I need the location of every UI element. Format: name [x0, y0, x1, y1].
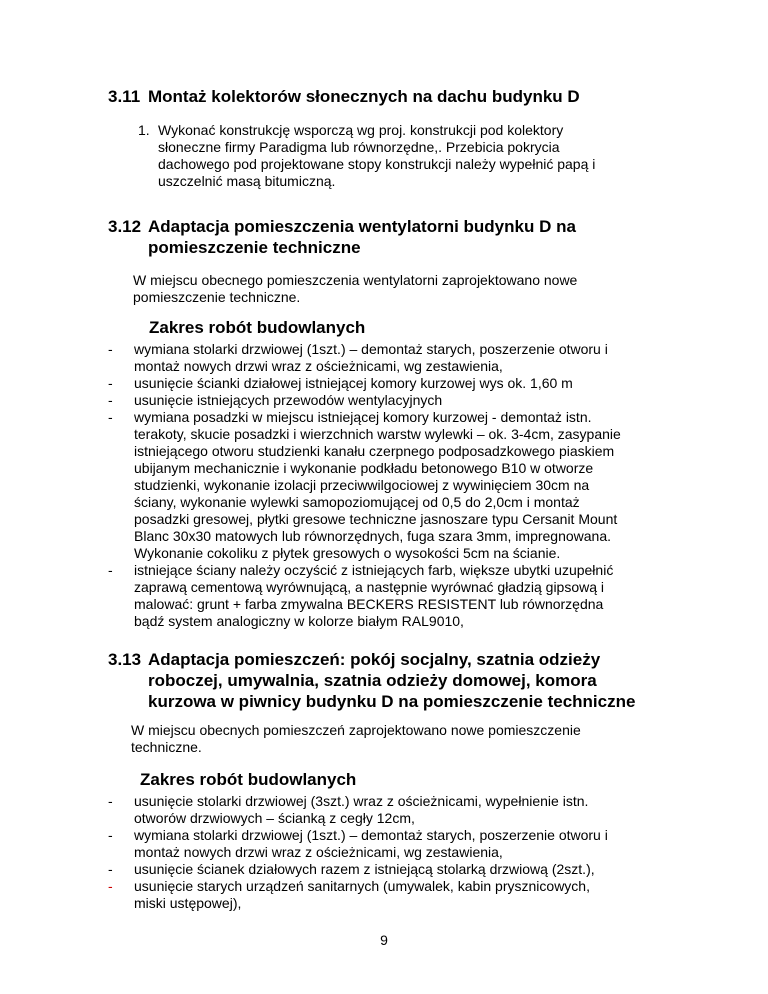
text-line: malować: grunt + farba zmywalna BECKERS RESISTENT lub równorzędna — [134, 596, 604, 612]
list-item — [108, 409, 621, 562]
section-3-12-scope-list — [108, 341, 621, 630]
scope-heading: Zakres robót budowlanych — [140, 770, 357, 789]
text-line: Blanc 30x30 matowych lub równorzędnych, fuga szara 3mm, impregnowana. — [134, 528, 612, 544]
section-title-line: Adaptacja pomieszczenia wentylatorni budynku D na — [148, 217, 576, 236]
text-line: techniczne. — [131, 739, 202, 755]
scope-heading: Zakres robót budowlanych — [149, 318, 366, 337]
list-item — [108, 562, 621, 630]
text-line: W miejscu obecnego pomieszczenia wentylatorni zaprojektowano nowe — [133, 272, 578, 288]
list-dash: - — [108, 409, 113, 425]
section-title-line: pomieszczenie techniczne — [148, 238, 361, 257]
text-line: terakoty, skucie posadzki i wierzchnich warstw wylewki – ok. 3-4cm, zasypanie — [134, 426, 621, 442]
list-item — [108, 375, 621, 392]
text-line: W miejscu obecnych pomieszczeń zaprojektowano nowe pomieszczenie — [131, 722, 581, 738]
text-line: dachowego pod projektowane stopy konstrukcji należy wypełnić papą i — [158, 156, 596, 172]
section-3-13-scope-list — [108, 793, 608, 912]
list-dash: - — [108, 341, 113, 357]
section-title-line: roboczej, umywalnia, szatnia odzieży domowej, komora — [148, 671, 597, 690]
text-line: montaż nowych drzwi wraz z ościeżnicami, wg zestawienia, — [134, 358, 503, 374]
section-number: 3.12 — [108, 217, 142, 236]
section-title-line: kurzowa w piwnicy budynku D na pomieszczenie techniczne — [148, 692, 636, 711]
text-line: usunięcie istniejących przewodów wentylacyjnych — [134, 392, 443, 408]
list-marker: 1. — [138, 122, 150, 138]
text-line: zaprawą cementową wyrównującą, a następnie wyrównać gładzią gipsową i — [134, 579, 605, 595]
text-line: wymiana posadzki w miejscu istniejącej komory kurzowej - demontaż istn. — [134, 409, 592, 425]
text-line: Wykonanie cokoliku z płytek gresowych o wysokości 5cm na ścianie. — [134, 545, 561, 561]
text-line: wymiana stolarki drzwiowej (1szt.) – demontaż starych, poszerzenie otworu i — [134, 341, 608, 357]
list-item — [138, 122, 595, 190]
section-3-13-heading — [108, 649, 635, 712]
list-dash: - — [108, 793, 113, 809]
text-line: słoneczne firmy Paradigma lub równorzędne,. Przebicia pokrycia — [158, 139, 560, 155]
list-dash: - — [108, 861, 113, 877]
section-number: 3.13 — [108, 650, 142, 669]
page-number: 9 — [380, 932, 388, 948]
text-line: istniejące ściany należy oczyścić z istniejących farb, większe ubytki uzupełnić — [134, 562, 614, 578]
section-number: 3.11 — [108, 87, 141, 106]
text-line: Wykonać konstrukcję wsporczą wg proj. konstrukcji pod kolektory — [158, 122, 564, 138]
section-3-12-heading — [108, 216, 576, 258]
text-line: ściany, wykonanie wylewki samopoziomującej od 0,5 do 2,0cm i montaż — [134, 494, 580, 510]
text-line: bądź system analogiczny w kolorze białym RAL9010, — [134, 613, 464, 629]
text-line: istniejącego otworu studzienki kanału czerpnego podposadzkowego piaskiem — [134, 443, 615, 459]
list-item — [108, 827, 608, 861]
list-dash-red: - — [108, 878, 113, 894]
list-item — [108, 878, 608, 912]
list-dash: - — [108, 392, 113, 408]
list-dash: - — [108, 827, 113, 843]
list-item — [108, 341, 621, 375]
list-item — [108, 392, 621, 409]
section-3-11-list — [138, 122, 595, 190]
text-line: miski ustępowej), — [134, 895, 242, 911]
list-item — [108, 793, 608, 827]
section-title: Montaż kolektorów słonecznych na dachu budynku D — [148, 87, 580, 106]
section-title-line: Adaptacja pomieszczeń: pokój socjalny, szatnia odzieży — [148, 650, 601, 669]
text-line: usunięcie ścianki działowej istniejącej komory kurzowej wys ok. 1,60 m — [134, 375, 573, 391]
text-line: otworów drzwiowych – ścianką z cegły 12cm, — [134, 810, 415, 826]
list-dash: - — [108, 562, 113, 578]
text-line: pomieszczenie techniczne. — [133, 289, 301, 305]
text-line: uszczelnić masą bitumiczną. — [158, 173, 336, 189]
text-line: posadzki gresowej, płytki gresowe techniczne jasnoszare typu Cersanit Mount — [134, 511, 618, 527]
section-3-11-heading — [108, 86, 580, 107]
list-dash: - — [108, 375, 113, 391]
section-3-12-intro — [133, 272, 577, 306]
text-line: usunięcie stolarki drzwiowej (3szt.) wraz z ościeżnicami, wypełnienie istn. — [134, 793, 589, 809]
text-line: studzienki, wykonanie izolacji przeciwwilgociowej z wywinięciem 30cm na — [134, 477, 590, 493]
text-line: ubijanym mechanicznie i wykonanie podkładu betonowego B10 w otworze — [134, 460, 594, 476]
list-item — [108, 861, 608, 878]
text-line: wymiana stolarki drzwiowej (1szt.) – demontaż starych, poszerzenie otworu i — [134, 827, 608, 843]
text-line: montaż nowych drzwi wraz z ościeżnicami, wg zestawienia, — [134, 844, 503, 860]
section-3-13-intro — [131, 722, 581, 756]
text-line: usunięcie starych urządzeń sanitarnych (umywalek, kabin prysznicowych, — [134, 878, 590, 894]
text-line: usunięcie ścianek działowych razem z istniejącą stolarką drzwiową (2szt.), — [134, 861, 595, 877]
